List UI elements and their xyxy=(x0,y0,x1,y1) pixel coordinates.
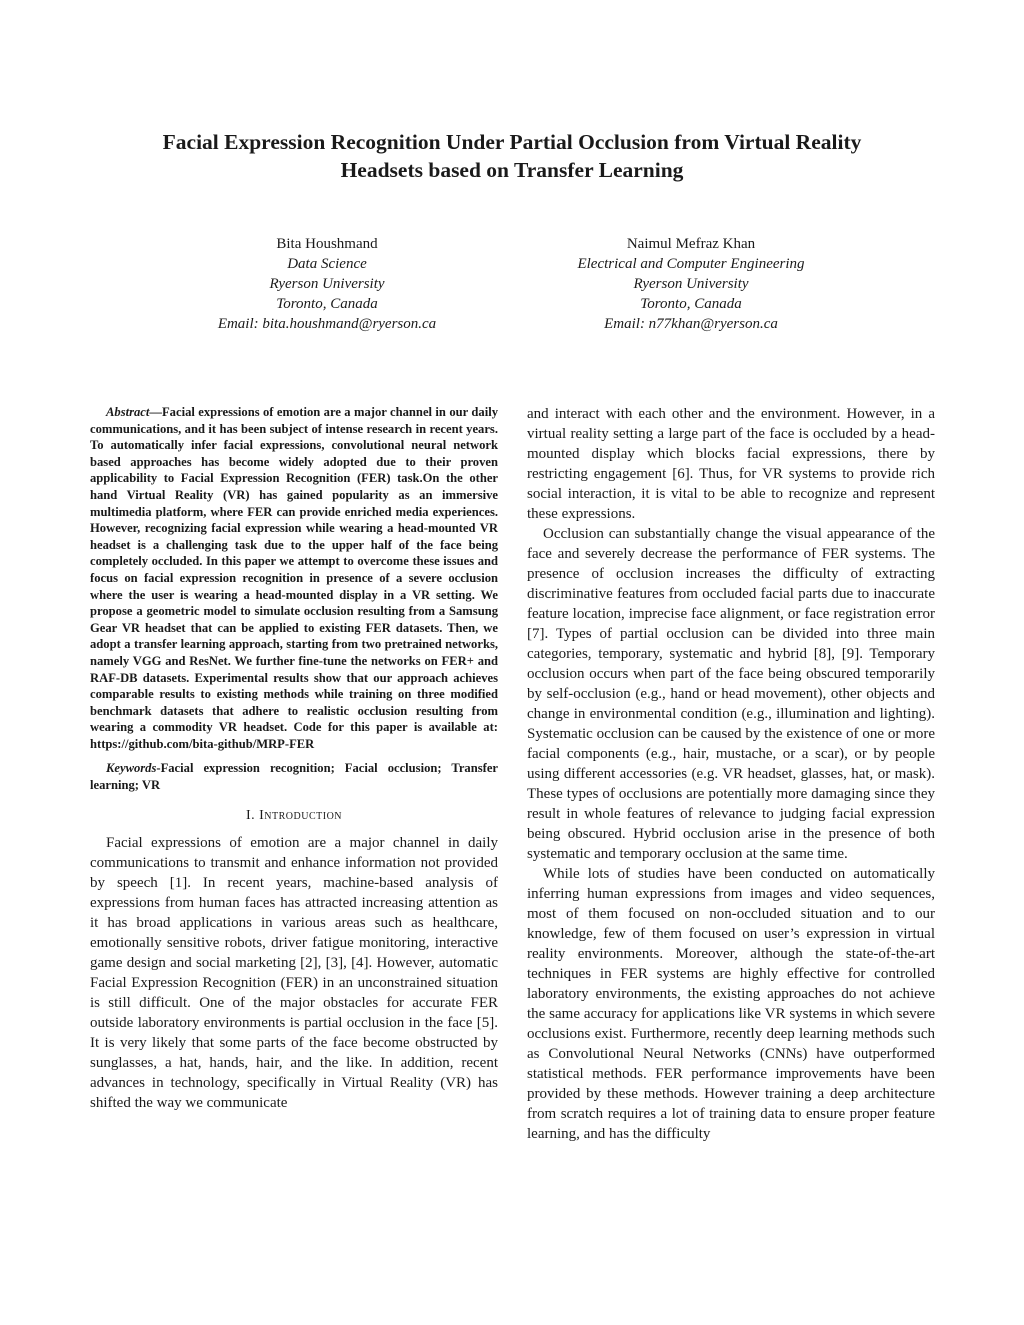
title-line-2: Headsets based on Transfer Learning xyxy=(340,158,684,182)
section-heading-introduction xyxy=(90,806,498,826)
abstract-text: —Facial expressions of emotion are a major channel in our daily communications, and it has been subject of intense research in recent years. To automatically infer facial expressions, convolutional neural network based approaches has become widely adopted due to their proven applicability to Facial Expression Recognition (FER) task.On the other hand Virtual Reality (VR) has gained popularity as an immersive multimedia platform, where FER can provide enriched media experiences. However, recognizing facial expression while wearing a head-mounted VR headset is a challenging task due to the upper half of the face being completely occluded. In this paper we attempt to overcome these issues and focus on facial expression recognition in presence of a severe occlusion where the user is wearing a head-mounted display in a VR setting. We propose a geometric model to simulate occlusion resulting from a Samsung Gear VR headset that can be applied to existing FER datasets. Then, we adopt a transfer learning approach, starting from two pretrained networks, namely VGG and ResNet. We further fine-tune the networks on FER+ and RAF-DB datasets. Experimental results show that our approach achieves comparable results to existing methods while training on three modified benchmark datasets that adhere to realistic occlusion resulting from wearing a commodity VR headset. Code for this paper is available at: https://github.com/bita-github/MRP-FER xyxy=(90,405,498,751)
title-line-1: Facial Expression Recognition Under Partial Occlusion from Virtual Reality xyxy=(162,130,862,154)
section-number: I. xyxy=(245,807,256,823)
author-block-2 xyxy=(521,234,861,334)
author-city: Toronto, Canada xyxy=(640,296,742,312)
author-city: Toronto, Canada xyxy=(276,296,378,312)
author-university: Ryerson University xyxy=(269,276,385,292)
keywords-label: Keywords xyxy=(106,761,157,776)
author-department: Data Science xyxy=(287,256,367,272)
continued-paragraph: and interact with each other and the environment. However, in a virtual reality setting a large part of the face is occluded by a head-mounted display which blocks facial expressions, there by restricting engagement [6]. Thus, for VR systems to provide rich social interaction, it is vital to be able to recognize and represent these expressions. xyxy=(527,406,935,522)
author-name: Bita Houshmand xyxy=(276,236,378,252)
section-title: Introduction xyxy=(259,807,343,823)
abstract xyxy=(90,404,498,752)
left-column xyxy=(90,404,498,1113)
occlusion-paragraph: Occlusion can substantially change the visual appearance of the face and severely decrease the performance of FER systems. The presence of occlusion increases the difficulty of extracting discriminative features from occluded facial parts due to inaccurate feature location, imprecise face alignment, or face registration error [7]. Types of partial occlusion can be divided into three main categories, temporary, systematic and hybrid [8], [9]. Temporary occlusion occurs when part of the face being obscured temporarily by self-occlusion (e.g., hand or head movement), other objects and change in environmental condition (e.g., illumination and lighting). Systematic occlusion can be caused by the existence of one or more facial components (e.g., hair, mustache, or a scar), or by people using different accessories (e.g. VR headset, glasses, hat, or mask). These types of occlusions are potentially more damaging since they result in whole features of relevance to judging facial expression being obscured. Hybrid occlusion arise in the presence of both systematic and temporary occlusion at the same time. xyxy=(527,526,935,862)
author-block-1 xyxy=(157,234,497,334)
author-email: Email: n77khan@ryerson.ca xyxy=(604,316,778,332)
keywords xyxy=(90,760,498,793)
paper-title xyxy=(60,128,964,184)
related-work-paragraph: While lots of studies have been conducted on automatically inferring human expressions from images and video sequences, most of them focused on non-occluded situation and to our knowledge, few of them focused on user’s expression in virtual reality environments. Moreover, although the state-of-the-art techniques in FER systems are highly effective for controlled laboratory environments, the existing approaches do not achieve the same accuracy for applications like VR systems in which severe occlusions exist. Furthermore, recently deep learning methods such as Convolutional Neural Networks (CNNs) have outperformed statistical methods. FER performance improvements have been provided by these methods. However training a deep architecture from scratch requires a lot of training data to ensure proper feature learning, and has the difficulty xyxy=(527,866,935,1142)
author-university: Ryerson University xyxy=(633,276,749,292)
keywords-text: -Facial expression recognition; Facial occlusion; Transfer learning; VR xyxy=(90,761,498,793)
author-department: Electrical and Computer Engineering xyxy=(577,256,805,272)
abstract-label: Abstract xyxy=(106,405,150,419)
intro-paragraph-1: Facial expressions of emotion are a major channel in daily communications to transmit and enhance information not provided by speech [1]. In recent years, machine-based analysis of expressions from human faces has attracted increasing attention as it has broad applications in various areas such as healthcare, emotionally sensitive robots, driver fatigue monitoring, interactive game design and social marketing [2], [3], [4]. However, automatic Facial Expression Recognition (FER) in an unconstrained situation is still difficult. One of the major obstacles for accurate FER outside laboratory environments is partial occlusion in the face [5]. It is very likely that some parts of the face become obstructed by sunglasses, a hat, hands, hair, and the like. In addition, recent advances in technology, specifically in Virtual Reality (VR) has shifted the way we communicate xyxy=(90,834,498,1111)
author-name: Naimul Mefraz Khan xyxy=(626,236,756,252)
author-email: Email: bita.houshmand@ryerson.ca xyxy=(217,316,437,332)
right-column xyxy=(527,404,935,1144)
